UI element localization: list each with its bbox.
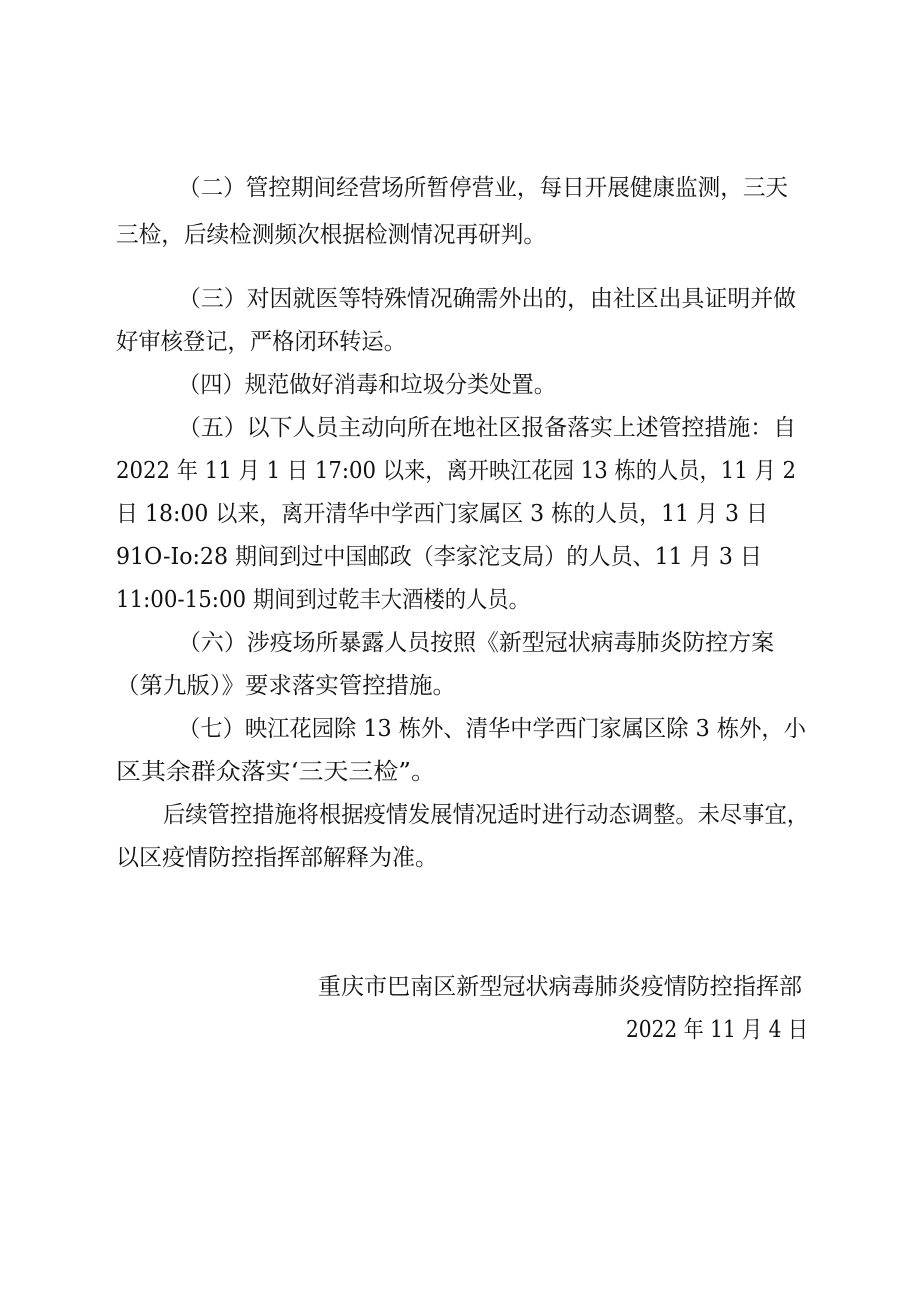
paragraph-6-line-2: （第九版）》要求落实管控措施。	[116, 673, 456, 699]
paragraph-3-line-1: （三）对因就医等特殊情况确需外出的，由社区出具证明并做	[178, 286, 796, 312]
closing-paragraph-line-2: 以区疫情防控指挥部解释为准。	[116, 845, 438, 871]
paragraph-5-line-1: （五）以下人员主动向所在地社区报备落实上述管控措施：自	[178, 415, 796, 441]
paragraph-7-line-1: （七）映江花园除 13 栋外、清华中学西门家属区除 3 栋外，小	[178, 716, 806, 742]
issuer-signature: 重庆市巴南区新型冠状病毒肺炎疫情防控指挥部	[318, 974, 802, 1000]
paragraph-3-line-2: 好审核登记，严格闭环转运。	[116, 329, 406, 355]
paragraph-2-line-1: （二）管控期间经营场所暂停营业，每日开展健康监测，三天	[178, 175, 788, 201]
paragraph-5-line-2: 2022 年 11 月 1 日 17:00 以来，离开映江花园 13 栋的人员，11 月 2	[116, 458, 796, 484]
issue-date: 2022 年 11 月 4 日	[626, 1017, 808, 1043]
paragraph-6-line-1: （六）涉疫场所暴露人员按照《新型冠状病毒肺炎防控方案	[178, 630, 774, 656]
paragraph-4-line-1: （四）规范做好消毒和垃圾分类处置。	[178, 372, 556, 398]
closing-paragraph-line-1: 后续管控措施将根据疫情发展情况适时进行动态调整。未尽事宜，	[163, 802, 809, 828]
paragraph-5-line-4: 91O-Io:28 期间到过中国邮政（李家沱支局）的人员、11 月 3 日	[116, 544, 762, 570]
paragraph-5-line-3: 日 18:00 以来，离开清华中学西门家属区 3 栋的人员，11 月 3 日	[116, 501, 768, 527]
paragraph-7-line-2: 区其余群众落实‘三天三检”。	[116, 759, 436, 785]
paragraph-2-line-2: 三检，后续检测频次根据检测情况再研判。	[116, 222, 546, 248]
paragraph-5-line-5: 11:00-15:00 期间到过乾丰大酒楼的人员。	[116, 587, 530, 613]
